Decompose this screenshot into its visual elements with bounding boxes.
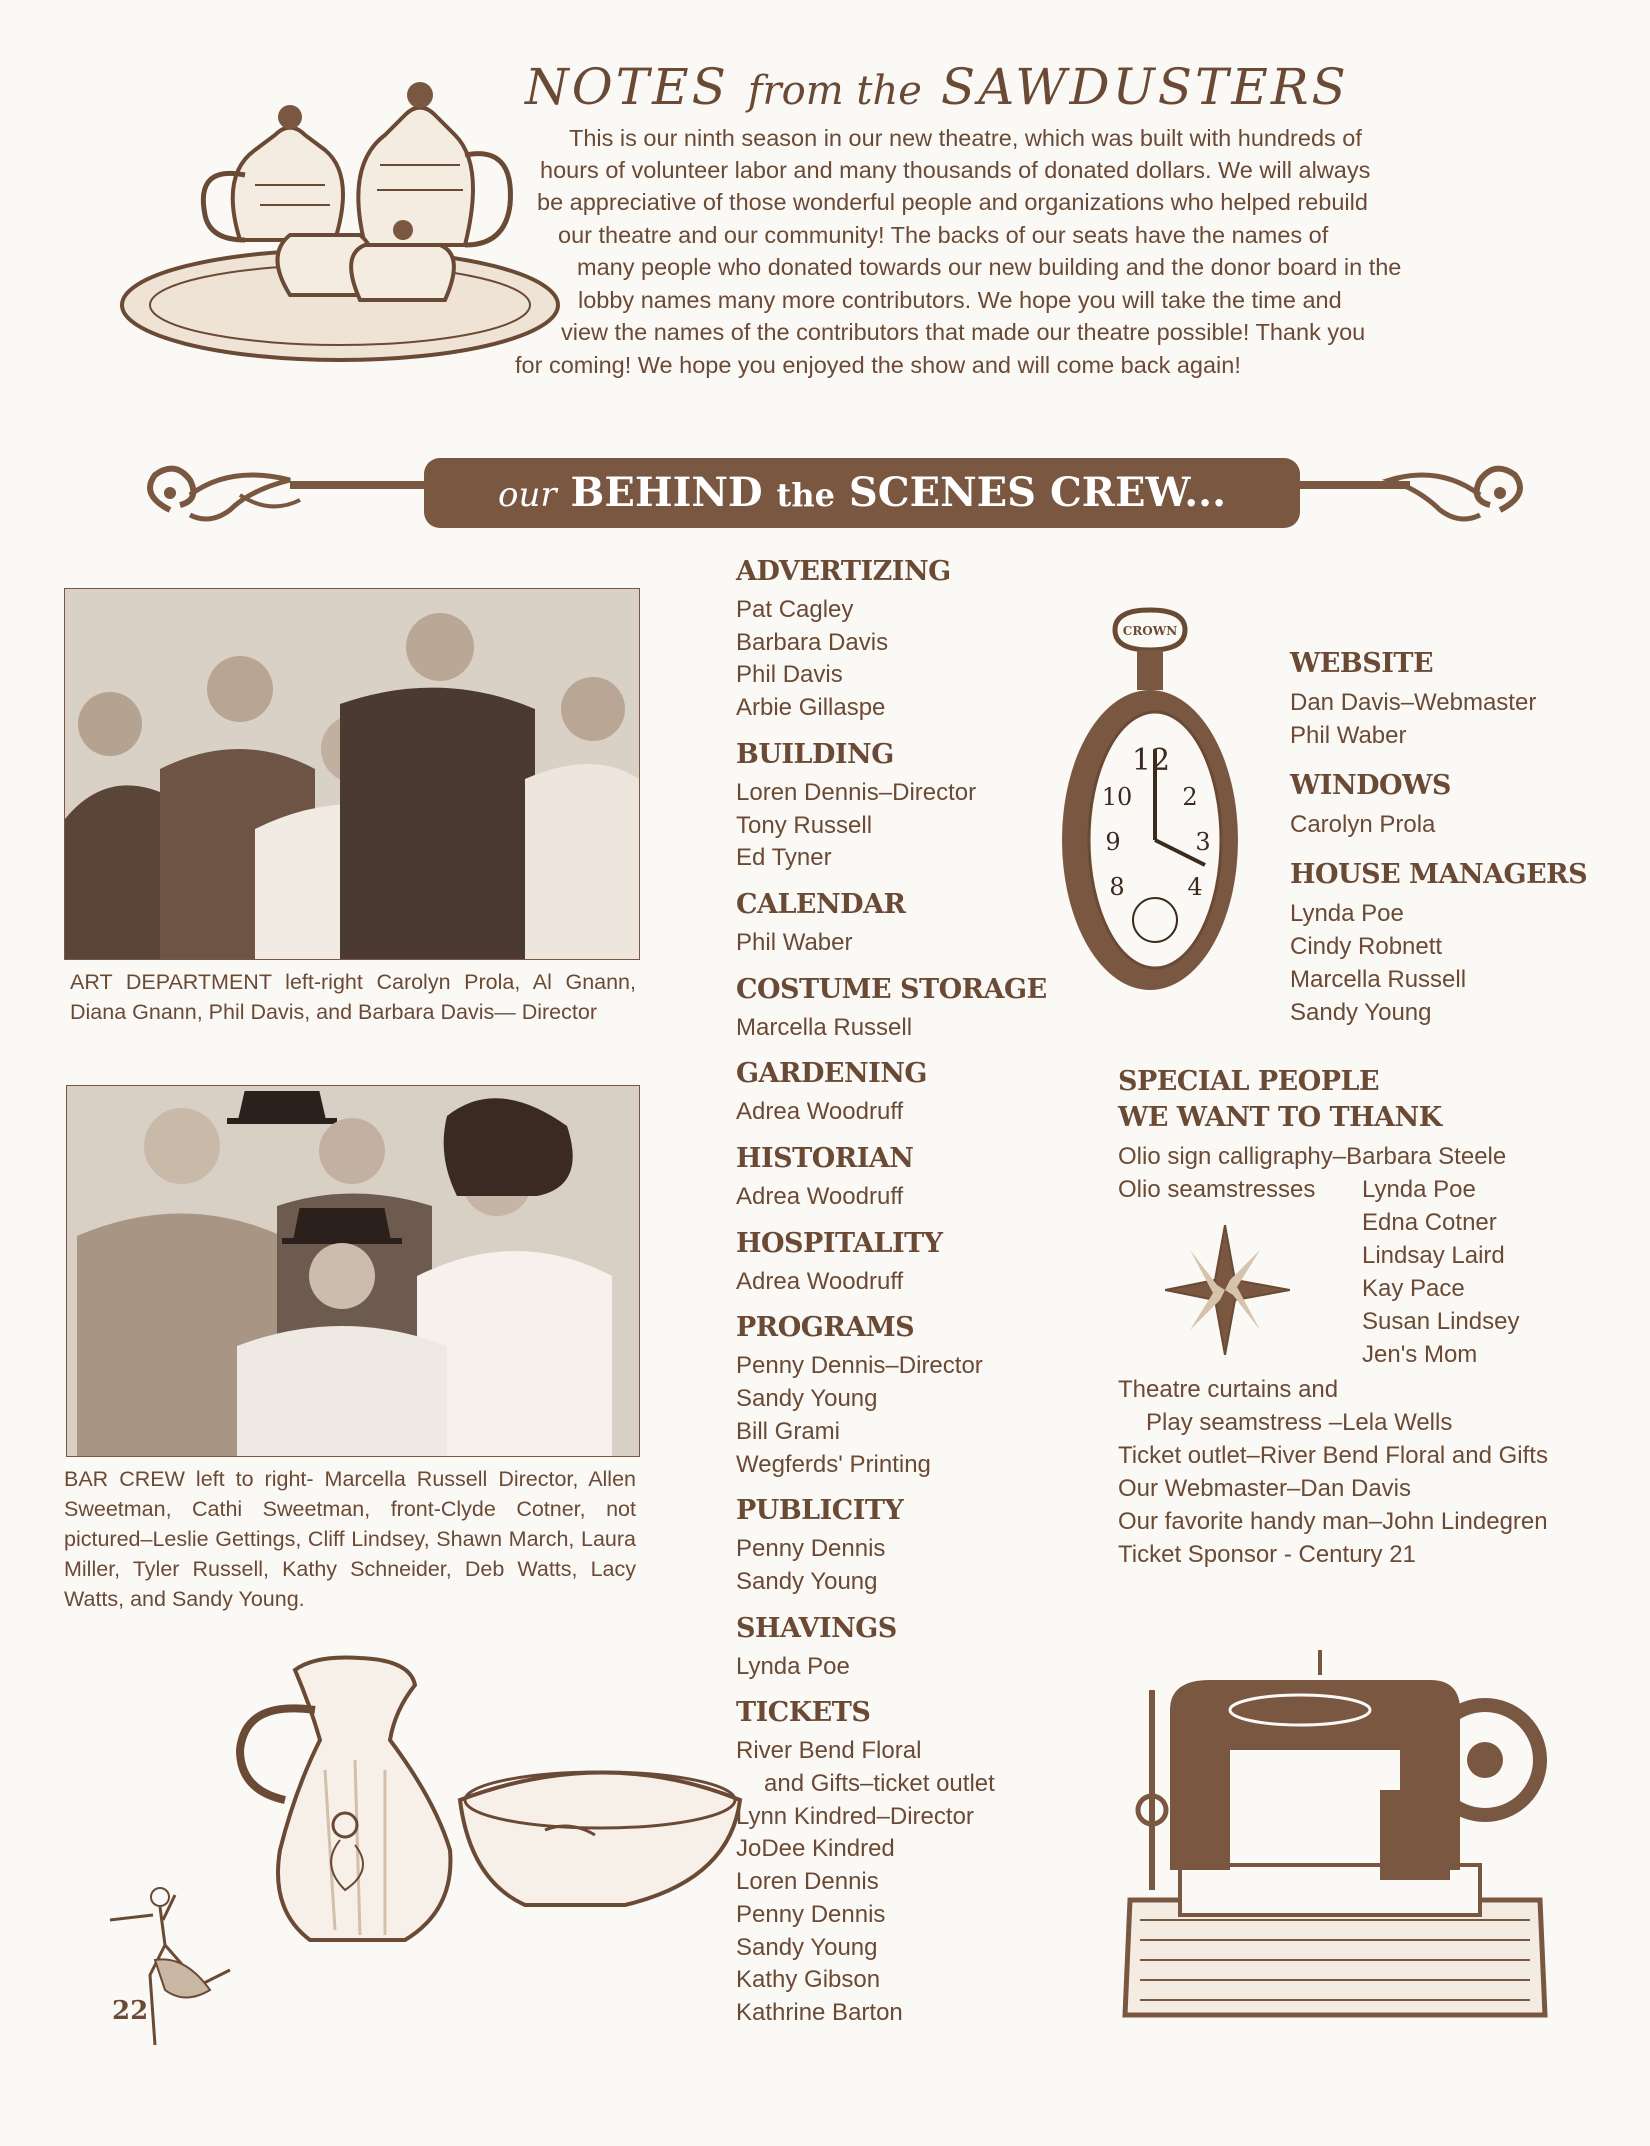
crew-member: Lynn Kindred–Director [736,1802,974,1830]
notes-title-word: NOTES [525,58,729,116]
crew-member: and Gifts–ticket outlet [764,1770,995,1798]
crew-member: Sandy Young [736,1567,878,1595]
crew-member: Penny Dennis–Director [736,1352,983,1380]
scroll-ornament-right-icon [1300,455,1540,545]
seamstress: Edna Cotner [1362,1209,1497,1236]
crew-member: Kathy Gibson [736,1966,881,1994]
crew-heading: TICKETS [736,1697,871,1729]
crew-member: River Bend Floral [736,1737,922,1765]
crew-member: Arbie Gillaspe [736,694,886,722]
crew-heading: WEBSITE [1290,648,1434,679]
crew-member: Barbara Davis [736,628,889,656]
crew-member: Lynda Poe [736,1652,850,1680]
notes-line: This is our ninth season in our new theatre, which was built with hundreds of [569,125,1362,151]
svg-text:3: 3 [1195,828,1211,856]
seamstress: Susan Lindsey [1362,1308,1520,1335]
crew-heading: HOUSE MANAGERS [1290,859,1588,890]
svg-text:8: 8 [1109,873,1125,901]
special-line: Our favorite handy man–John Lindegren [1118,1508,1548,1535]
special-line: Theatre curtains and [1118,1376,1339,1403]
crew-member: Dan Davis–Webmaster [1290,689,1537,716]
crew-member: Phil Waber [1290,722,1407,749]
scroll-ornament-left-icon [130,455,430,545]
crew-heading: HOSPITALITY [736,1227,943,1259]
bar-crew-caption: BAR CREW left to right- Marcella Russell Director, Allen Sweetman, Cathi Sweetman, front-Clyde Cotner, not pictured–Leslie Gettings, Cliff Lindsey, Shawn March, Laura Miller, Tyler Russell, Kathy Schneider, Deb Watts, Lacy Watts, and Sandy Young. [64,1467,636,1611]
notes-title-from: from the [747,68,922,114]
crew-heading: WINDOWS [1290,770,1451,801]
crew-member: Ed Tyner [736,844,832,872]
crew-member: Carolyn Prola [1290,811,1436,838]
crew-member: Sandy Young [736,1933,878,1961]
notes-title-sawdusters: SAWDUSTERS [940,58,1349,116]
art-department-caption: ART DEPARTMENT left-right Carolyn Prola, Al Gnann, Diana Gnann, Phil Davis, and Barbara Davis— Director [70,970,636,1024]
crew-heading: ADVERTIZING [736,556,951,587]
crew-column-left [736,556,1076,2030]
crew-heading: BUILDING [736,738,894,770]
crew-member: Adrea Woodruff [736,1183,904,1211]
crew-member: Phil Davis [736,661,843,689]
notes-line: be appreciative of those wonderful people and organizations who helped rebuild [537,189,1368,215]
seamstress-list [1362,1173,1519,1371]
notes-line: for coming! We hope you enjoyed the show and will come back again! [515,352,1241,378]
tea-set-illustration [115,65,565,375]
pocket-watch-illustration [1055,600,1245,1000]
crew-column-right [1290,648,1620,1029]
compass-star-icon [1165,1225,1290,1355]
special-heading-1: SPECIAL PEOPLE [1118,1066,1380,1097]
special-line: Ticket Sponsor - Century 21 [1118,1541,1416,1568]
special-seam-label: Olio seamstresses [1118,1176,1316,1203]
crew-member: Sandy Young [736,1385,878,1413]
crew-member: Marcella Russell [1290,966,1467,993]
crew-member: Kathrine Barton [736,1998,903,2026]
notes-line: lobby names many more contributors. We hope you will take the time and [578,287,1342,313]
special-line: Ticket outlet–River Bend Floral and Gifts [1118,1442,1548,1469]
banner-our: our [497,475,557,515]
notes-line: hours of volunteer labor and many thousands of donated dollars. We will always [540,157,1371,183]
crew-member: Penny Dennis [736,1900,886,1928]
special-heading-2: WE WANT TO THANK [1118,1102,1442,1133]
crew-member: Cindy Robnett [1290,933,1443,960]
pitcher-bowl-illustration [225,1650,745,1960]
crew-heading: PUBLICITY [736,1495,904,1527]
crew-member: Wegferds' Printing [736,1450,931,1478]
crew-member: Marcella Russell [736,1013,913,1041]
notes-line: many people who donated towards our new building and the donor board in the [577,254,1402,280]
svg-text:12: 12 [1131,743,1171,778]
banner-behind: BEHIND [570,469,763,516]
special-line: Play seamstress –Lela Wells [1146,1409,1453,1436]
svg-text:2: 2 [1182,783,1198,811]
page-number: 22 [112,1996,149,2026]
crew-member: Phil Waber [736,928,853,956]
behind-scenes-banner [424,458,1300,528]
crew-member: Lynda Poe [1290,900,1404,927]
special-line: Our Webmaster–Dan Davis [1118,1475,1411,1502]
crew-member: Bill Grami [736,1417,841,1445]
clock-brand: CROWN [1122,624,1178,638]
crew-member: Adrea Woodruff [736,1267,904,1295]
seamstress: Jen's Mom [1362,1341,1478,1368]
svg-text:9: 9 [1105,828,1121,856]
notes-title [525,58,1349,116]
sewing-machine-illustration [1100,1650,1550,2025]
notes-line: view the names of the contributors that made our theatre possible! Thank you [561,319,1366,345]
crew-member: JoDee Kindred [736,1835,895,1863]
svg-text:4: 4 [1187,873,1203,901]
special-calligraphy: Olio sign calligraphy–Barbara Steele [1118,1143,1507,1170]
crew-member: Adrea Woodruff [736,1098,904,1126]
crew-heading: PROGRAMS [736,1312,915,1344]
seamstress: Kay Pace [1362,1275,1465,1302]
crew-heading: HISTORIAN [736,1143,914,1175]
notes-line: our theatre and our community! The backs of our seats have the names of [558,222,1329,248]
banner-the: the [776,476,835,514]
crew-member: Penny Dennis [736,1535,886,1563]
crew-member: Sandy Young [1290,999,1432,1026]
seamstress: Lindsay Laird [1362,1242,1505,1269]
art-department-photo [64,588,640,960]
bar-crew-photo [66,1085,640,1457]
seamstress: Lynda Poe [1362,1176,1476,1203]
banner-rest: SCENES CREW... [848,469,1226,516]
svg-text:10: 10 [1101,783,1133,811]
crew-member: Pat Cagley [736,596,854,623]
crew-member: Loren Dennis–Director [736,778,977,806]
crew-heading: SHAVINGS [736,1612,897,1644]
crew-heading: COSTUME STORAGE [736,973,1047,1005]
crew-member: Tony Russell [736,811,873,839]
crew-heading: GARDENING [736,1058,927,1090]
crew-member: Loren Dennis [736,1868,879,1896]
crew-heading: CALENDAR [736,888,906,920]
